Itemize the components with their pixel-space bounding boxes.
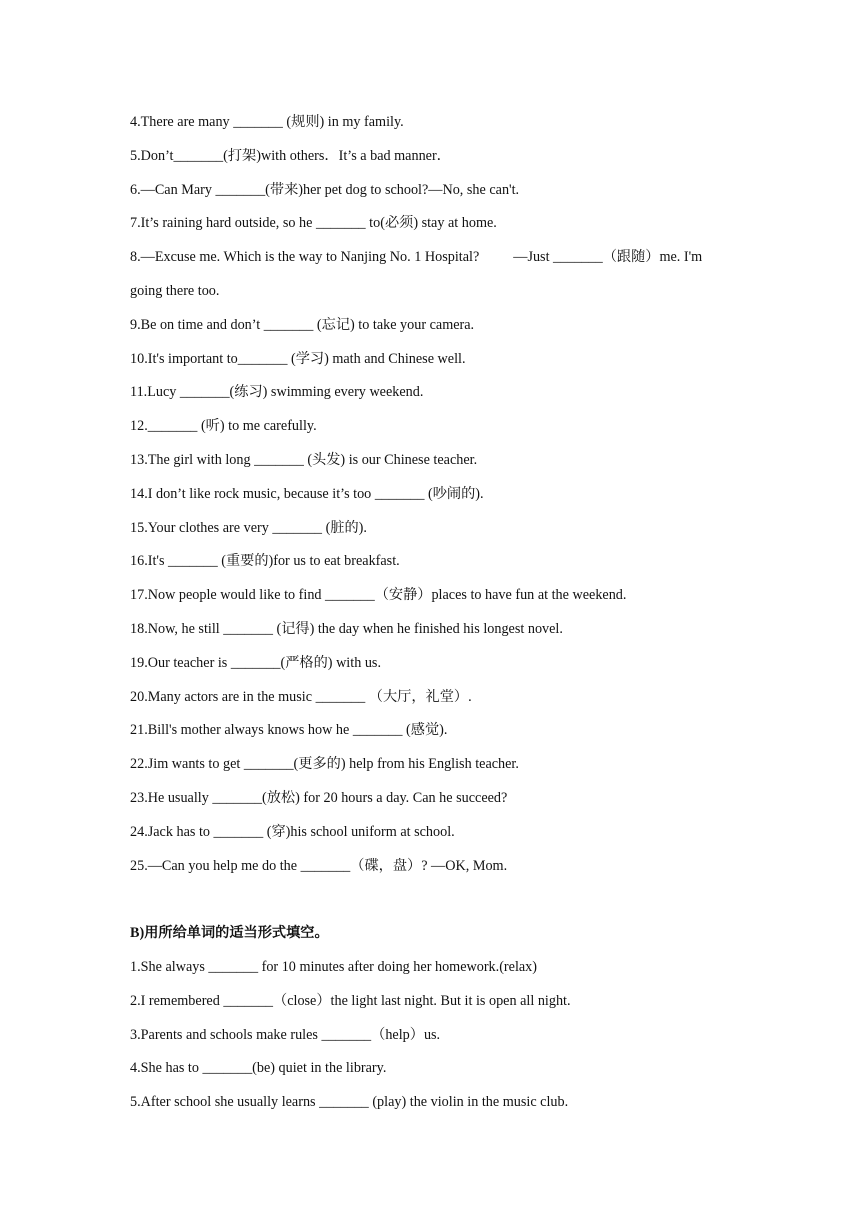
exercise-item-a16: 16.It's _______ (重要的)for us to eat breakfast. (130, 553, 400, 570)
exercise-item-a6: 6.—Can Mary _______(带来)her pet dog to school?—No, she can't. (130, 181, 520, 198)
exercise-item-a14: 14.I don’t like rock music, because it’s too _______ (吵闹的). (130, 485, 484, 502)
section-b (130, 922, 770, 1125)
exercise-item-a4: 4.There are many _______ (规则) in my family. (130, 114, 404, 130)
exercise-item-a18: 18.Now, he still _______ (记得) the day when he finished his longest novel. (130, 620, 563, 637)
exercise-item-b5: 5.After school she usually learns _______ (play) the violin in the music club. (130, 1094, 569, 1111)
exercise-item-a9: 9.Be on time and don’t _______ (忘记) to take your camera. (130, 316, 475, 333)
exercise-item-a10: 10.It's important to_______ (学习) math and Chinese well. (130, 350, 466, 367)
exercise-item-a12: 12._______ (听) to me carefully. (130, 418, 317, 435)
section-divider-space (130, 888, 770, 922)
exercise-item-b3: 3.Parents and schools make rules _______（help）us. (130, 1026, 441, 1043)
exercise-item-a25: 25.—Can you help me do the _______（碟，盘）? —OK, Mom. (130, 857, 508, 874)
exercise-item-a15: 15.Your clothes are very _______ (脏的). (130, 519, 367, 536)
exercise-item-b1: 1.She always _______ for 10 minutes after doing her homework.(relax) (130, 958, 537, 975)
exercise-item-a21: 21.Bill's mother always knows how he _______ (感觉). (130, 722, 448, 739)
exercise-content (130, 111, 770, 1125)
exercise-item-a22: 22.Jim wants to get _______(更多的) help from his English teacher. (130, 756, 519, 773)
exercise-item-a13: 13.The girl with long _______ (头发) is our Chinese teacher. (130, 451, 478, 468)
section-b-heading: B)用所给单词的适当形式填空。 (130, 925, 329, 942)
exercise-item-a20: 20.Many actors are in the music _______ （大厅，礼堂）. (130, 688, 472, 705)
exercise-item-a7: 7.It’s raining hard outside, so he _______ to(必须) stay at home. (130, 215, 497, 232)
exercise-item-a11: 11.Lucy _______(练习) swimming every weekend. (130, 384, 424, 401)
exercise-item-b2: 2.I remembered _______（close）the light last night. But it is open all night. (130, 992, 571, 1009)
exercise-item-a19: 19.Our teacher is _______(严格的) with us. (130, 654, 381, 671)
exercise-item-a8-continued: going there too. (130, 282, 220, 299)
section-a (130, 111, 770, 888)
exercise-item-a24: 24.Jack has to _______ (穿)his school uniform at school. (130, 823, 455, 840)
exercise-item-a8-answer: —Just _______（跟随）me. I'm (513, 249, 703, 266)
exercise-item-a23: 23.He usually _______(放松) for 20 hours a day. Can he succeed? (130, 789, 508, 806)
exercise-item-a17: 17.Now people would like to find _______（安静）places to have fun at the weekend. (130, 587, 627, 604)
exercise-item-a5: 5.Don’t_______(打架)with others．It’s a bad manner． (130, 147, 451, 164)
exercise-item-b4: 4.She has to _______(be) quiet in the library. (130, 1060, 387, 1077)
exercise-item-a8 (130, 246, 770, 280)
exercise-item-a8-question: 8.—Excuse me. Which is the way to Nanjing No. 1 Hospital? (130, 249, 480, 266)
